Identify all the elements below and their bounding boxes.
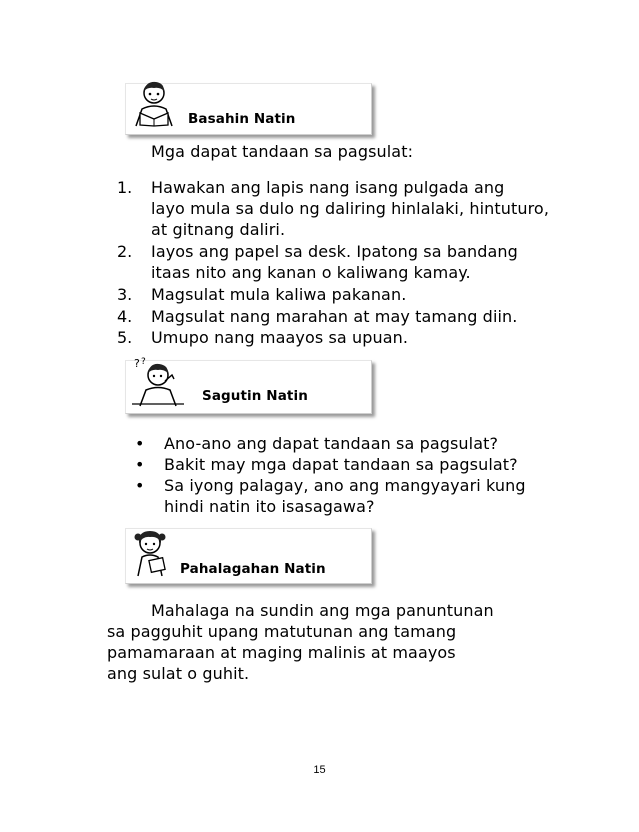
thinking-child-icon xyxy=(128,355,186,411)
list-number: 4. xyxy=(117,307,133,326)
pahalagahan-natin-banner xyxy=(125,528,372,584)
paragraph-line: Mahalaga na sundin ang mga panuntunan xyxy=(151,601,494,620)
list-number: 3. xyxy=(117,285,133,304)
list-line: Hawakan ang lapis nang isang pulgada ang xyxy=(151,178,505,197)
list-number: 5. xyxy=(117,328,133,347)
question-line: Ano-ano ang dapat tandaan sa pagsulat? xyxy=(164,434,499,453)
bullet-icon: • xyxy=(135,476,145,495)
list-line: Magsulat nang marahan at may tamang diin. xyxy=(151,307,518,326)
banner-title: Pahalagahan Natin xyxy=(180,561,326,577)
list-number: 2. xyxy=(117,242,133,261)
list-line: Umupo nang maayos sa upuan. xyxy=(151,328,409,347)
list-number: 1. xyxy=(117,178,133,197)
bullet-icon: • xyxy=(135,455,145,474)
paragraph-line: ang sulat o guhit. xyxy=(107,664,250,683)
sagutin-natin-banner xyxy=(125,357,372,414)
paragraph-line: pamamaraan at maging malinis at maayos xyxy=(107,643,456,662)
svg-text:?: ? xyxy=(141,357,146,367)
page-number: 15 xyxy=(313,764,326,776)
child-with-book-icon xyxy=(130,525,174,581)
list-line: at gitnang daliri. xyxy=(151,220,286,239)
list-line: itaas nito ang kanan o kaliwang kamay. xyxy=(151,263,471,282)
question-line: hindi natin ito isasagawa? xyxy=(164,497,375,516)
paragraph-line: sa pagguhit upang matutunan ang tamang xyxy=(107,622,457,641)
question-line: Sa iyong palagay, ano ang mangyayari kung xyxy=(164,476,526,495)
bullet-icon: • xyxy=(135,434,145,453)
question-line: Bakit may mga dapat tandaan sa pagsulat? xyxy=(164,455,518,474)
basahin-natin-banner xyxy=(125,83,372,135)
banner-title: Basahin Natin xyxy=(188,111,296,127)
intro-text: Mga dapat tandaan sa pagsulat: xyxy=(151,142,414,161)
list-line: Magsulat mula kaliwa pakanan. xyxy=(151,285,407,304)
reading-child-icon xyxy=(130,79,180,131)
list-line: Iayos ang papel sa desk. Ipatong sa bandang xyxy=(151,242,518,261)
svg-text:?: ? xyxy=(134,357,140,370)
banner-title: Sagutin Natin xyxy=(202,388,308,404)
list-line: layo mula sa dulo ng daliring hinlalaki, hintuturo, xyxy=(151,199,550,218)
